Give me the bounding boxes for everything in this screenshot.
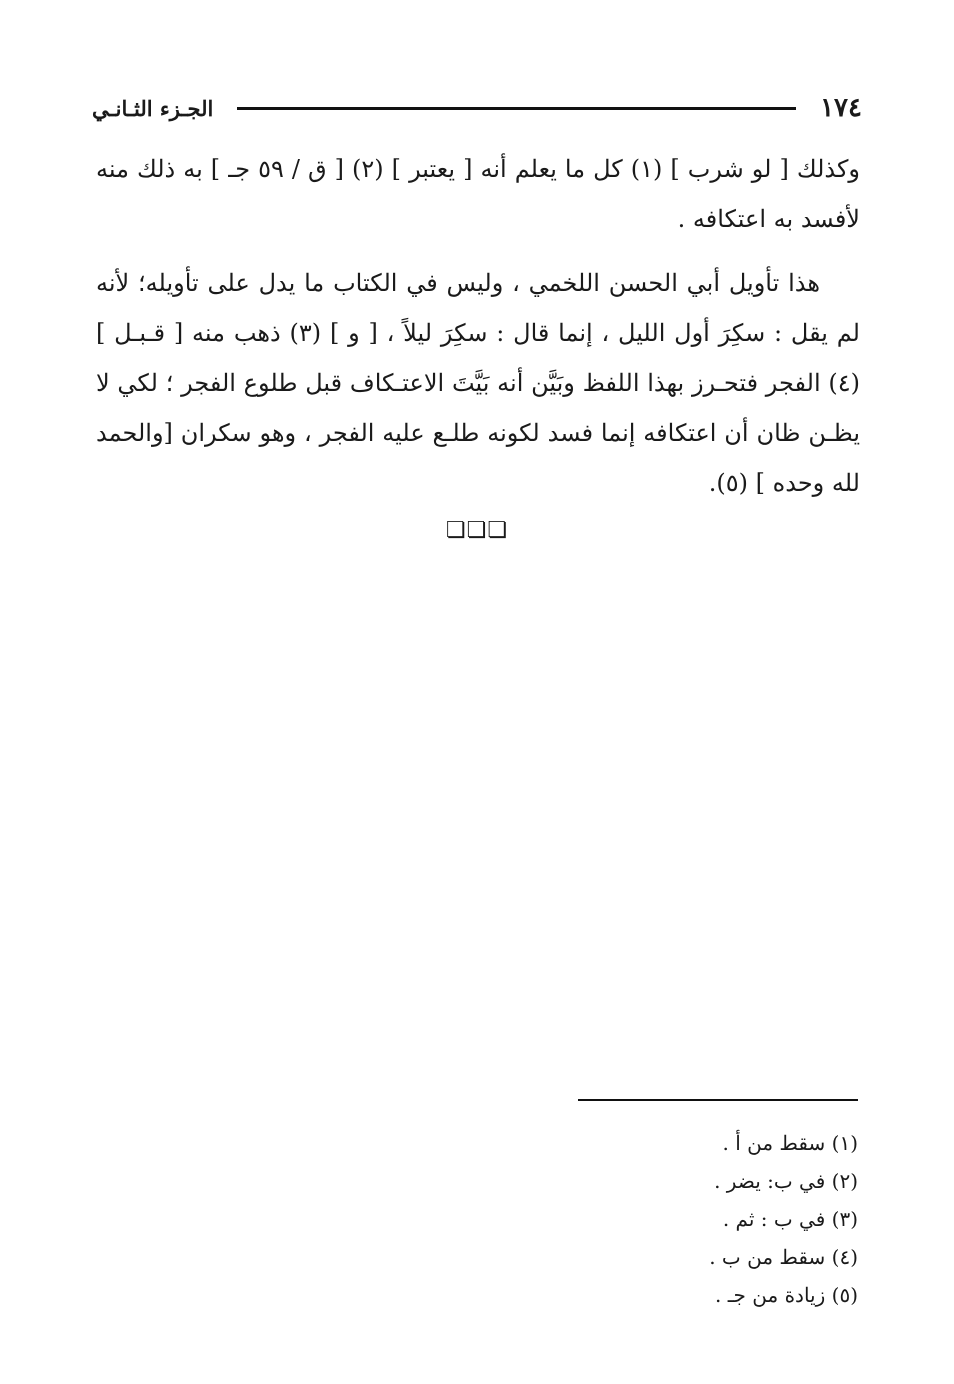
footnote: (١) سقط من أ .	[722, 1131, 858, 1155]
footnote: (٣) في ب : ثم .	[722, 1207, 858, 1231]
page-header	[92, 88, 862, 128]
running-title: الجـزء الثـانـي	[92, 95, 214, 121]
footnote: (٥) زيادة من جـ .	[714, 1283, 858, 1307]
header-rule	[237, 107, 796, 110]
footnotes-list	[458, 1124, 858, 1314]
page-number: ١٧٤	[820, 93, 862, 123]
section-ornament: ❏❏❏	[445, 518, 509, 543]
paragraph: وكذلك [ لو شرب ] (١) كل ما يعلم أنه [ يعتبر ] (٢) [ ق / ٥٩ جـ ] به ذلك منه لأفسد به اعتكافه .	[96, 155, 860, 233]
paragraph: هذا تأويل أبي الحسن اللخمي ، وليس في الكتاب ما يدل على تأويله؛ لأنه لم يقل : سكِرَ أول الليل ، إنما قال : سكِرَ ليلاً ، [ و ] (٣) ذهب منه [ قـبـل ] (٤) الفجر فتحـرز بهذا اللفظ وبَيَّن أنه بَيَّتَ الاعتـكاف قبل طلوع الفجر ؛ لكي لا يظـن ظان أن اعتكافه إنما فسد لكونه طلـع عليه الفجر ، وهو سكران [والحمد لله وحده ] (٥).	[96, 269, 860, 497]
footnote: (٢) في ب: يضر .	[714, 1169, 858, 1193]
footnote: (٤) سقط من ب .	[709, 1245, 858, 1269]
body-text	[96, 144, 860, 508]
footnote-separator	[578, 1099, 858, 1101]
